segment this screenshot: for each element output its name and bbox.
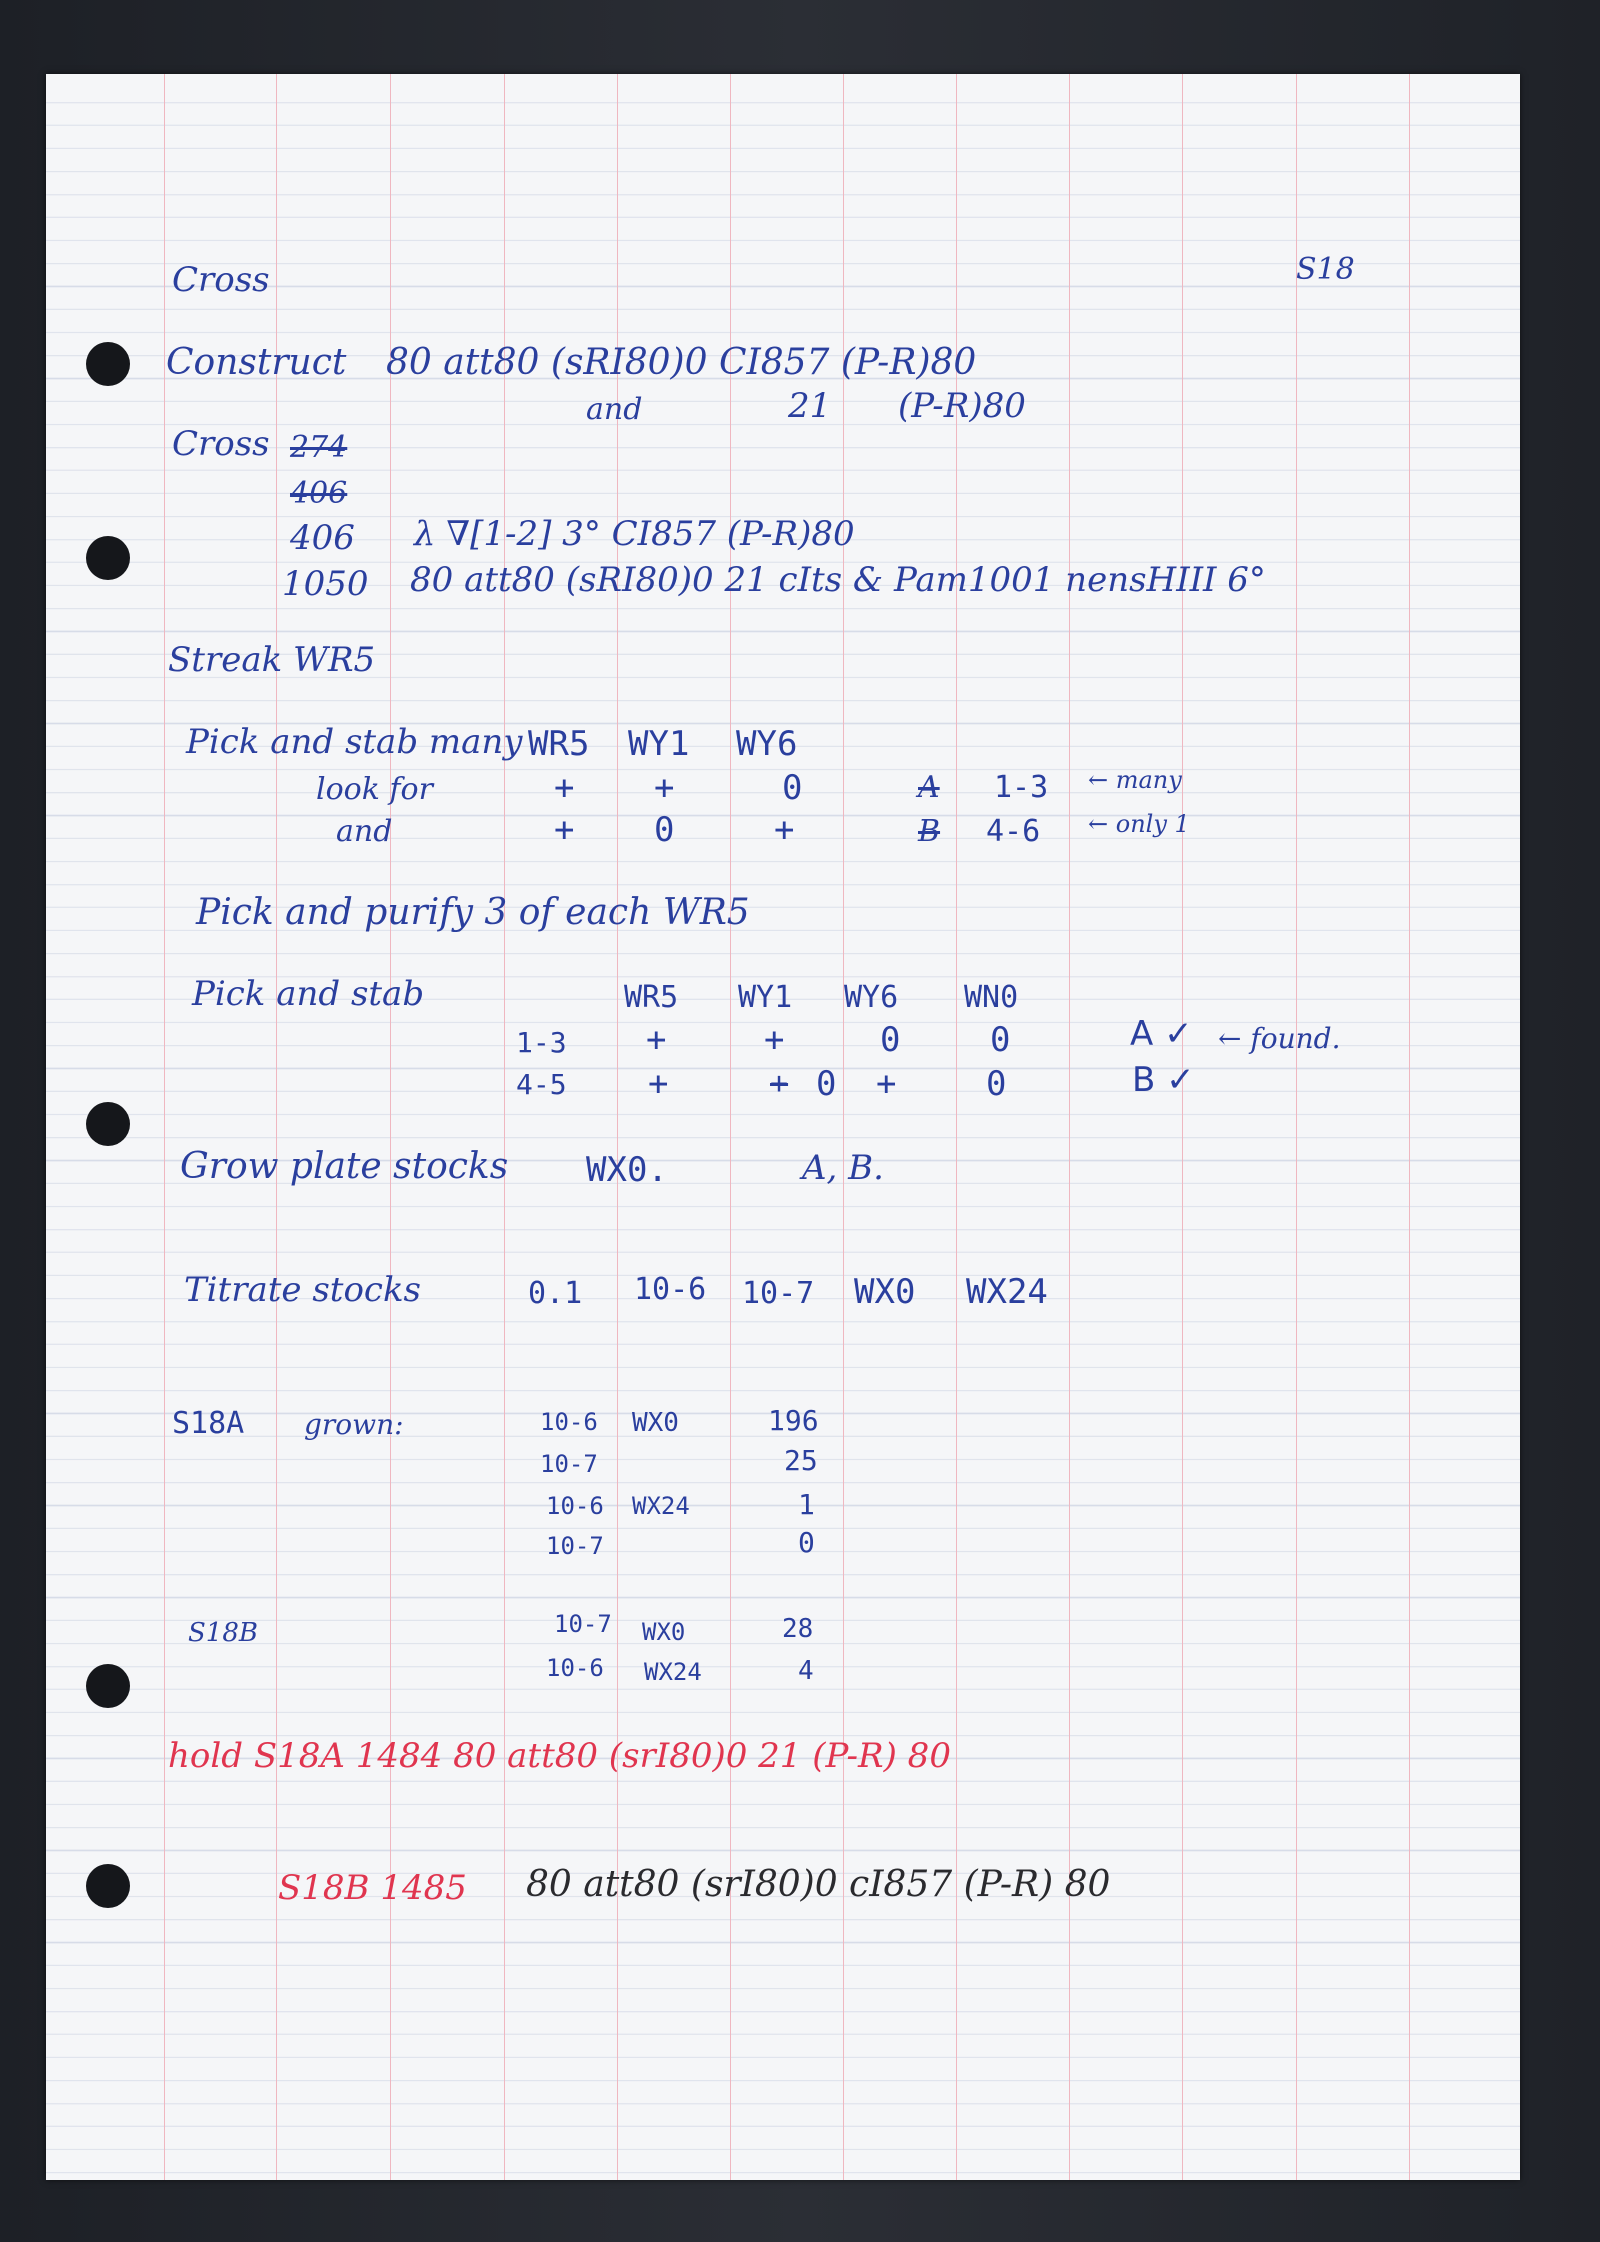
titrate-value: 10-6 (634, 1272, 707, 1307)
plaque-count: 28 (782, 1614, 814, 1644)
titrate-strain: WX24 (966, 1272, 1048, 1312)
dilution: 10-7 (546, 1532, 604, 1560)
dilution: 10-7 (540, 1450, 598, 1478)
binder-hole (86, 1102, 130, 1146)
range-label: 4-6 (986, 814, 1041, 849)
look-for-note: look for (316, 772, 433, 807)
plaque-count: 1 (798, 1488, 815, 1521)
result-grown: grown: (304, 1408, 404, 1441)
dilution: 10-6 (546, 1654, 604, 1682)
table-cell: + (646, 1020, 667, 1060)
plate-strain: WX24 (644, 1658, 702, 1686)
pick-stab-note: Pick and stab many (186, 722, 523, 762)
column-header: WR5 (624, 980, 679, 1015)
plaque-count: 196 (768, 1404, 819, 1437)
column-rule (1296, 74, 1297, 2180)
column-header: WR5 (528, 724, 590, 764)
range-label: 1-3 (516, 1026, 567, 1059)
plate-strain: WX24 (632, 1492, 690, 1520)
construct-pr80: (P-R)80 (898, 386, 1026, 426)
titrate-line: Titrate stocks (184, 1270, 422, 1310)
column-rule (1182, 74, 1183, 2180)
cross-heading-2: Cross (172, 424, 270, 464)
dilution: 10-7 (554, 1610, 612, 1638)
struck-cell: + (770, 1066, 789, 1101)
strain-genotype: λ ∇[1-2] 3° CI857 (P-R)80 (414, 514, 855, 554)
binder-hole (86, 536, 130, 580)
column-header: WY1 (628, 724, 690, 764)
table-cell: + (774, 810, 795, 850)
row-note: ← only 1 (1088, 810, 1190, 838)
construct-21: 21 (788, 386, 832, 426)
table-cell: + (554, 768, 575, 808)
hold-id-s18b: S18B 1485 (278, 1868, 467, 1908)
plate-strain: WX0 (642, 1618, 686, 1646)
range-label: 4-5 (516, 1068, 567, 1101)
struck-number: 406 (290, 476, 348, 511)
column-header: WN0 (964, 980, 1019, 1015)
column-rule (390, 74, 391, 2180)
plaque-count: 4 (798, 1656, 814, 1686)
struck-number: 274 (290, 430, 348, 465)
row-note: ← many (1088, 766, 1182, 794)
table-cell: + (648, 1064, 669, 1104)
column-header: WY1 (738, 980, 793, 1015)
selected-check: B ✓ (1132, 1060, 1195, 1100)
margin-rule (164, 74, 165, 2180)
strain-genotype: 80 att80 (sRI80)0 21 cIts & Pam1001 nensHIII 6° (410, 560, 1266, 600)
construct-label: Construct (166, 342, 347, 383)
table-cell: 0 (782, 768, 803, 808)
grow-strain: WX0. (586, 1150, 668, 1190)
table-cell: 0 (816, 1064, 837, 1104)
construct-text: 80 att80 (sRI80)0 CI857 (P-R)80 (386, 342, 977, 383)
grow-isolates: A, B. (802, 1148, 884, 1188)
dilution: 10-6 (540, 1408, 598, 1436)
table-cell: + (764, 1020, 785, 1060)
table-cell: + (554, 810, 575, 850)
and-note: and (336, 814, 393, 849)
table-cell: 0 (654, 810, 675, 850)
page-number: S18 (1296, 252, 1355, 287)
table-cell: + (876, 1064, 897, 1104)
hold-genotype-s18b: 80 att80 (srI80)0 cI857 (P-R) 80 (526, 1864, 1111, 1905)
selected-check: A ✓ (1130, 1014, 1193, 1054)
result-label: S18B (188, 1618, 259, 1648)
purify-line: Pick and purify 3 of each WR5 (196, 892, 750, 933)
titrate-value: 10-7 (742, 1276, 815, 1311)
streak-line: Streak WR5 (168, 640, 376, 680)
dilution: 10-6 (546, 1492, 604, 1520)
binder-hole (86, 1864, 130, 1908)
construct-and: and (586, 392, 643, 427)
table-cell: 0 (986, 1064, 1007, 1104)
grow-line: Grow plate stocks (180, 1146, 509, 1187)
result-label: S18A (172, 1406, 245, 1441)
binder-hole (86, 1664, 130, 1708)
column-header: WY6 (844, 980, 899, 1015)
pick-stab-note: Pick and stab (192, 974, 425, 1014)
range-label: 1-3 (994, 770, 1049, 805)
hold-line-s18a: hold S18A 1484 80 att80 (srI80)0 21 (P-R) 80 (168, 1736, 951, 1776)
strain-number: 1050 (282, 564, 369, 604)
column-rule (1409, 74, 1410, 2180)
cross-heading: Cross (172, 260, 270, 300)
column-rule (504, 74, 505, 2180)
notebook-page (46, 74, 1520, 2180)
binder-hole (86, 342, 130, 386)
strain-number: 406 (290, 518, 355, 558)
table-cell: + (654, 768, 675, 808)
table-cell: 0 (990, 1020, 1011, 1060)
titrate-strain: WX0 (854, 1272, 916, 1312)
table-cell: 0 (880, 1020, 901, 1060)
column-rule (276, 74, 277, 2180)
titrate-value: 0.1 (528, 1276, 583, 1311)
row-marker: B (918, 814, 941, 849)
found-note: ← found. (1218, 1022, 1341, 1055)
plaque-count: 25 (784, 1444, 818, 1477)
row-marker: A (918, 770, 940, 805)
plaque-count: 0 (798, 1526, 815, 1559)
plate-strain: WX0 (632, 1408, 679, 1438)
column-header: WY6 (736, 724, 798, 764)
